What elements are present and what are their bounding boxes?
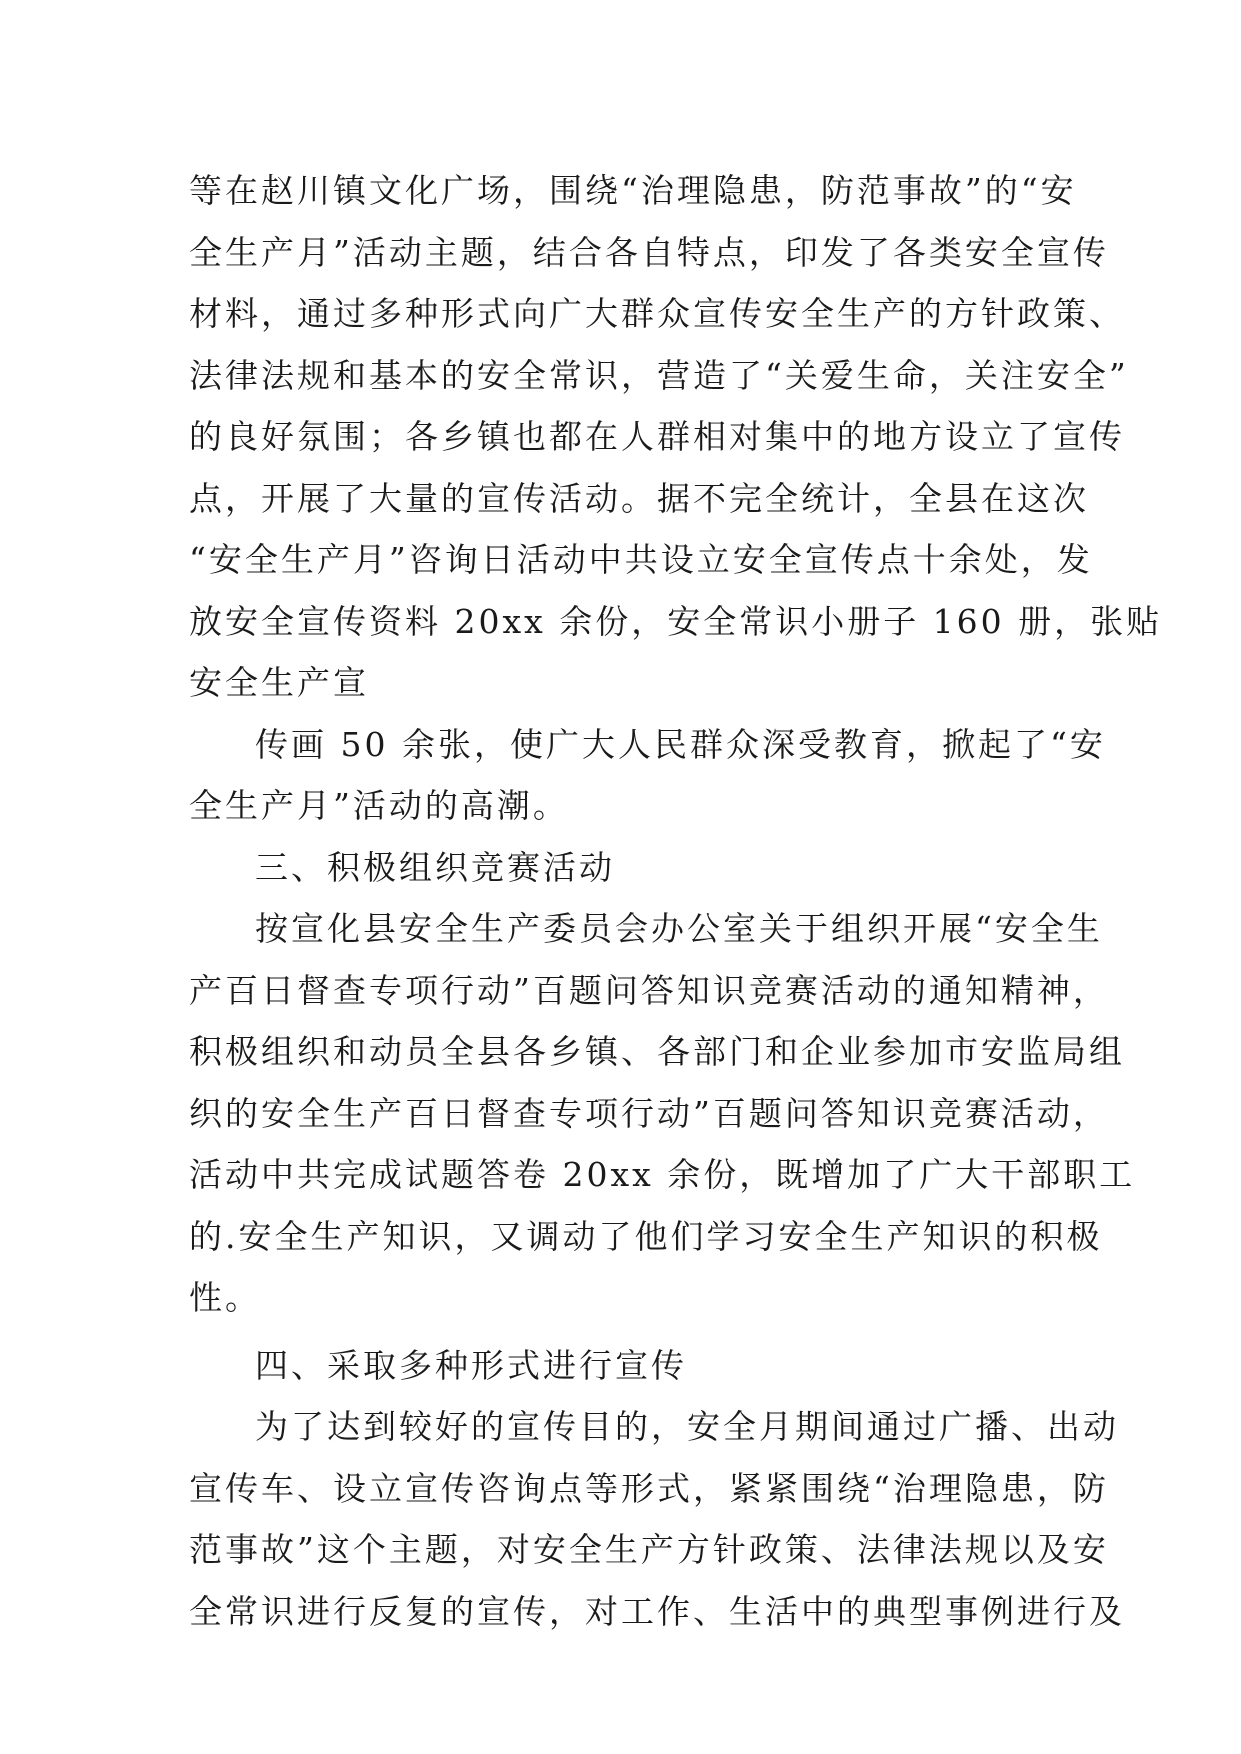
text-line: 放安全宣传资料 20xx 余份，安全常识小册子 160 册，张贴 xyxy=(189,601,1163,641)
text-line: 的良好氛围；各乡镇也都在人群相对集中的地方设立了宣传 xyxy=(189,417,1125,456)
paragraph-first-line: 为了达到较好的宣传目的，安全月期间通过广播、出动 xyxy=(255,1407,1119,1446)
paragraph-first-line: 按宣化县安全生产委员会办公室关于组织开展“安全生 xyxy=(255,909,1103,948)
document-body xyxy=(189,160,1163,1642)
text-line: 法律法规和基本的安全常识，营造了“关爱生命，关注安全” xyxy=(189,355,1129,395)
paragraph-first-line: 传画 50 余张，使广大人民群众深受教育，掀起了“安 xyxy=(255,724,1106,764)
text-line: 等在赵川镇文化广场，围绕“治理隐患，防范事故”的“安 xyxy=(189,171,1077,210)
text-line: 点，开展了大量的宣传活动。据不完全统计，全县在这次 xyxy=(189,478,1089,518)
text-line: 的.安全生产知识，又调动了他们学习安全生产知识的积极 xyxy=(189,1216,1103,1256)
text-line: 全常识进行反复的宣传，对工作、生活中的典型事例进行及 xyxy=(189,1591,1125,1631)
text-line: 活动中共完成试题答卷 20xx 余份，既增加了广大干部职工 xyxy=(189,1155,1136,1194)
text-line: 积极组织和动员全县各乡镇、各部门和企业参加市安监局组 xyxy=(189,1032,1125,1071)
text-line: 全生产月”活动主题，结合各自特点，印发了各类安全宣传 xyxy=(189,232,1109,272)
text-line: 范事故”这个主题，对安全生产方针政策、法律法规以及安 xyxy=(189,1530,1109,1569)
text-line: 材料，通过多种形式向广大群众宣传安全生产的方针政策、 xyxy=(189,294,1125,333)
text-line: “安全生产月”咨询日活动中共设立安全宣传点十余处，发 xyxy=(189,540,1093,579)
text-line: 宣传车、设立宣传咨询点等形式，紧紧围绕“治理隐患，防 xyxy=(189,1468,1109,1508)
text-line: 产百日督查专项行动”百题问答知识竞赛活动的通知精神， xyxy=(189,970,1109,1010)
text-line: 全生产月”活动的高潮。 xyxy=(189,786,569,825)
text-line: 安全生产宣 xyxy=(189,663,369,702)
text-line: 织的安全生产百日督查专项行动”百题问答知识竞赛活动， xyxy=(189,1093,1109,1133)
text-line: 性。 xyxy=(189,1278,261,1317)
section-heading-four: 四、采取多种形式进行宣传 xyxy=(255,1345,687,1385)
section-heading-three: 三、积极组织竞赛活动 xyxy=(255,847,615,887)
